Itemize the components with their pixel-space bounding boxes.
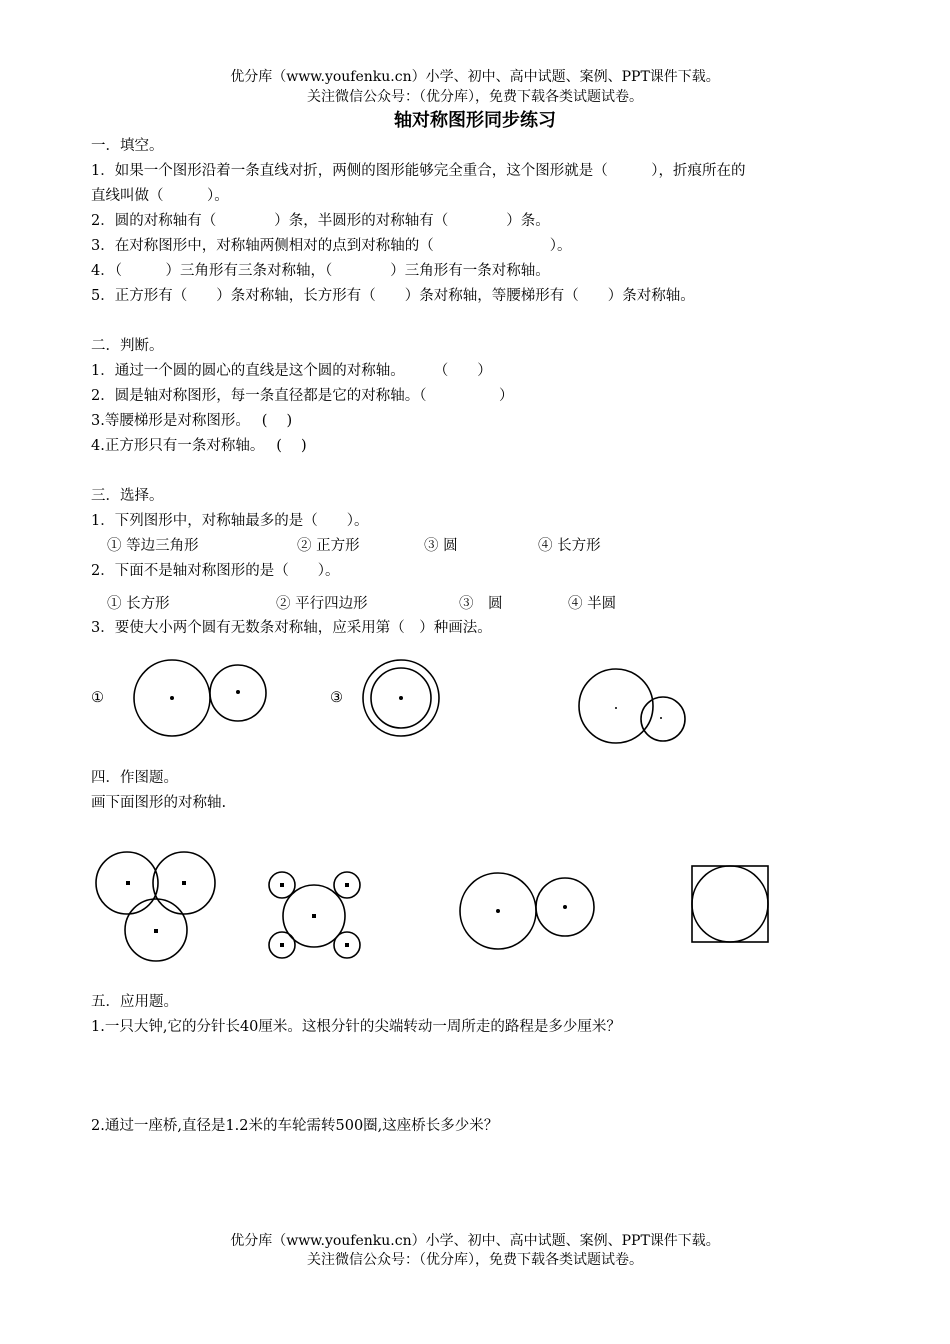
fill-question-3: 3．在对称图形中，对称轴两侧相对的点到对称轴的（ ）。 [91,238,572,254]
figure-1-tangent-circles [125,652,275,744]
choice-2-option-4: ④ 半圆 [568,596,617,612]
choice-2-option-1: ① 长方形 [107,596,170,612]
center-dot [236,690,240,694]
center-dot [345,943,349,947]
section-1-heading: 一．填空。 [91,138,164,154]
center-dot [280,943,284,947]
fill-question-5: 5．正方形有（ ）条对称轴，长方形有（ ）条对称轴，等腰梯形有（ ）条对称轴。 [91,288,695,304]
fill-question-4: 4．（ ）三角形有三条对称轴，（ ）三角形有一条对称轴。 [91,263,550,279]
center-dot [399,696,403,700]
choice-1-option-1: ① 等边三角形 [107,538,199,554]
choice-question-3: 3．要使大小两个圆有无数条对称轴，应采用第（ ）种画法。 [91,620,492,636]
inscribed-circle [692,866,768,942]
center-dot [563,905,567,909]
fill-question-2: 2．圆的对称轴有（ ）条，半圆形的对称轴有（ ）条。 [91,213,550,229]
drawing-figure-three-circles [92,846,222,966]
large-circle [579,669,653,743]
choice-1-option-3: ③ 圆 [424,538,458,554]
drawing-figure-circle-in-square [690,864,772,946]
application-question-1: 1.一只大钟,它的分针长40厘米。这根分针的尖端转动一周所走的路程是多少厘米？ [91,1019,621,1035]
center-dot [615,707,617,709]
judge-question-1: 1．通过一个圆的圆心的直线是这个圆的对称轴。 （ ） [91,363,492,379]
judge-question-4: 4.正方形只有一条对称轴。 ( ) [91,438,307,454]
figure-overlapping-circles [572,660,692,752]
fill-question-1b: 直线叫做（ ）。 [91,188,229,204]
center-dot [182,881,186,885]
section-4-heading: 四．作图题。 [91,770,178,786]
figure-label-1: ① [91,690,104,706]
footer-line-2: 关注微信公众号：（优分库），免费下载各类试题试卷。 [307,1252,643,1268]
drawing-figure-two-tangent-circles [455,870,600,956]
judge-question-2: 2．圆是轴对称图形，每一条直径都是它的对称轴。（ ） [91,388,514,404]
judge-question-3: 3.等腰梯形是对称图形。 ( ) [91,413,293,429]
header-line-2: 关注微信公众号：（优分库），免费下载各类试题试卷。 [307,89,643,105]
header-line-1: 优分库（www.youfenku.cn）小学、初中、高中试题、案例、PPT课件下载。 [230,69,720,85]
page-title: 轴对称图形同步练习 [394,110,556,131]
fill-question-1a: 1．如果一个图形沿着一条直线对折，两侧的图形能够完全重合，这个图形就是（ ），折痕所在的 [91,163,746,179]
footer-line-1: 优分库（www.youfenku.cn）小学、初中、高中试题、案例、PPT课件下载。 [230,1233,720,1249]
small-circle [641,697,685,741]
choice-2-option-2: ② 平行四边形 [276,596,368,612]
section-5-heading: 五．应用题。 [91,994,178,1010]
section-3-heading: 三．选择。 [91,488,164,504]
choice-question-1: 1．下列图形中，对称轴最多的是（ ）。 [91,513,369,529]
choice-2-option-3: ③ 圆 [459,596,503,612]
section-2-heading: 二．判断。 [91,338,164,354]
center-dot [660,717,662,719]
drawing-figure-center-with-four-circles [264,869,364,965]
center-dot [154,929,158,933]
drawing-instruction: 画下面图形的对称轴. [91,795,227,811]
figure-label-3: ③ [330,690,343,706]
center-dot [496,909,500,913]
center-dot [280,883,284,887]
center-dot [345,883,349,887]
center-dot [126,881,130,885]
choice-question-2: 2．下面不是轴对称图形的是（ ）。 [91,563,340,579]
choice-1-option-2: ② 正方形 [297,538,360,554]
application-question-2: 2.通过一座桥,直径是1.2米的车轮需转500圈,这座桥长多少米？ [91,1118,499,1134]
figure-3-concentric-circles [358,656,444,742]
center-dot [312,914,316,918]
center-dot [170,696,174,700]
choice-1-option-4: ④ 长方形 [538,538,601,554]
